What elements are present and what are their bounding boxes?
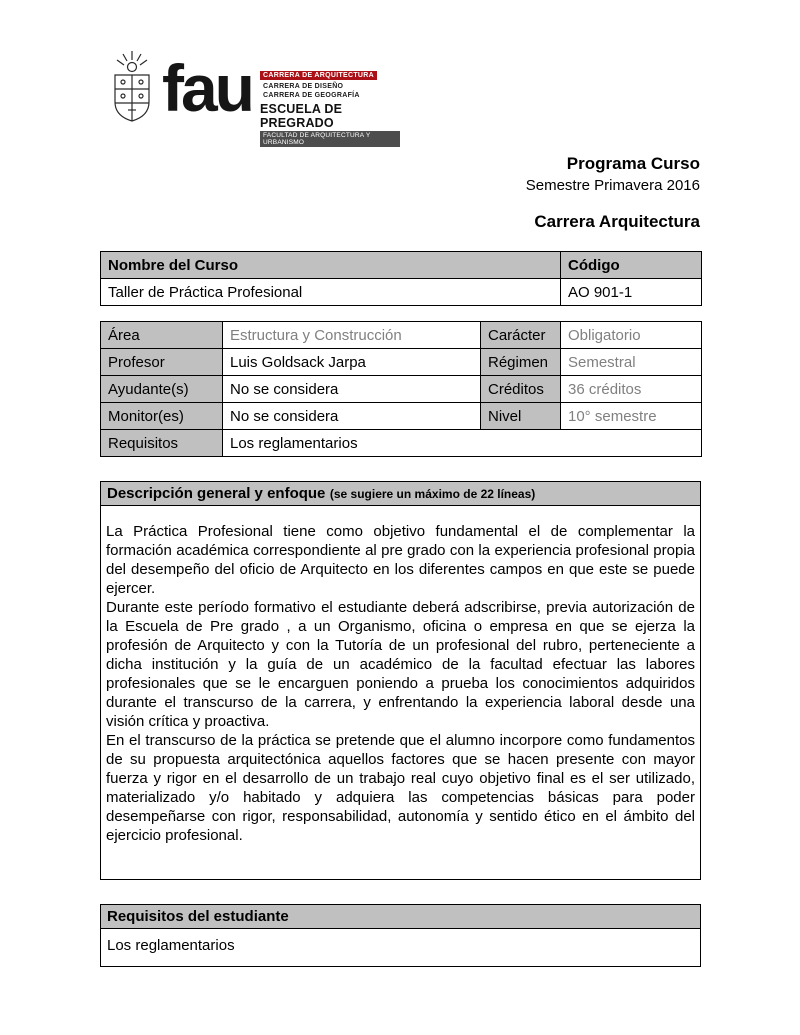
detail-value: 36 créditos [561,376,702,403]
detail-label: Nivel [481,403,561,430]
semester-label: Semestre Primavera 2016 [525,177,700,194]
table-row [101,349,702,376]
detail-label: Monitor(es) [101,403,223,430]
course-code-header-cell: Código [561,252,702,279]
detail-value: Luis Goldsack Jarpa [223,349,481,376]
description-title-note: (se sugiere un máximo de 22 líneas) [329,487,536,501]
detail-value: No se considera [223,403,481,430]
detail-label: Créditos [481,376,561,403]
course-details-table [100,321,702,457]
university-crest-icon [108,50,156,130]
detail-value: Estructura y Construcción [223,322,481,349]
course-name-header-cell: Nombre del Curso [101,252,561,279]
detail-label: Régimen [481,349,561,376]
logo-career-diseno: CARRERA DE DISEÑO [263,83,344,90]
career-label: Carrera Arquitectura [534,212,700,231]
course-name-cell: Taller de Práctica Profesional [101,279,561,306]
logo-career-arquitectura: CARRERA DE ARQUITECTURA [260,71,377,80]
page-title: Programa Curso [566,154,700,173]
student-requirements-title: Requisitos del estudiante [107,908,289,925]
detail-label: Ayudante(s) [101,376,223,403]
logo-career-geografia: CARRERA DE GEOGRAFÍA [263,92,360,99]
description-paragraph: En el transcurso de la práctica se pretende que el alumno incorpore como fundamentos de su propuesta arquitectónica aquellos factores que se hacen presente con mayor fuerza y rigor en el desarrollo de un trabajo real cuyo objetivo final es el ser utilizado, materializado y/o habitado y adquiera las competencias básicas para poder desempeñarse con rigor, responsabilidad, autonomía y sentido ético en el ámbito del ejercicio profesional. [106,732,695,844]
fau-logotype: fau [162,51,252,125]
detail-label: Área [101,322,223,349]
table-row [101,322,702,349]
student-requirements-box [100,929,701,967]
fau-logo [108,50,400,149]
detail-value: Los reglamentarios [223,430,702,457]
detail-value: 10° semestre [561,403,702,430]
detail-label: Requisitos [101,430,223,457]
detail-value: No se considera [223,376,481,403]
student-requirements-value: Los reglamentarios [107,937,235,954]
student-requirements-header [100,904,701,929]
description-paragraph: La Práctica Profesional tiene como objetivo fundamental el de complementar la formación académica correspondiente al pre grado con la experiencia profesional propia del desempeño del oficio de Arquitecto en los diferentes campos en que este se puede ejercer. [106,523,695,597]
description-title: Descripción general y enfoque [107,485,326,502]
detail-label: Carácter [481,322,561,349]
detail-label: Profesor [101,349,223,376]
logo-escuela-pregrado: ESCUELA DE PREGRADO [260,102,343,130]
detail-value: Obligatorio [561,322,702,349]
course-code-cell: AO 901-1 [561,279,702,306]
table-row [101,403,702,430]
table-row [101,376,702,403]
description-paragraph: Durante este período formativo el estudiante deberá adscribirse, previa autorización de la Escuela de Pre grado , a un Organismo, oficina o empresa en que se ejerza la profesión de Arquitecto y con la Tutoría de un profesional del rubro, perteneciente a dicha institución y la guía de un académico de la facultad efectuar las labores profesionales que se le encarguen poniendo a prueba los conocimientos adquiridos durante el transcurso de la carrera, y enfrentando la experiencia laboral desde una visión crítica y proactiva. [106,599,695,730]
description-box [100,506,701,880]
description-section-header [100,481,701,506]
document-header [526,154,700,232]
logo-facultad-bar: FACULTAD DE ARQUITECTURA Y URBANISMO [260,131,400,147]
detail-value: Semestral [561,349,702,376]
logo-text-block [260,64,400,149]
table-row [101,430,702,457]
course-table [100,251,702,306]
